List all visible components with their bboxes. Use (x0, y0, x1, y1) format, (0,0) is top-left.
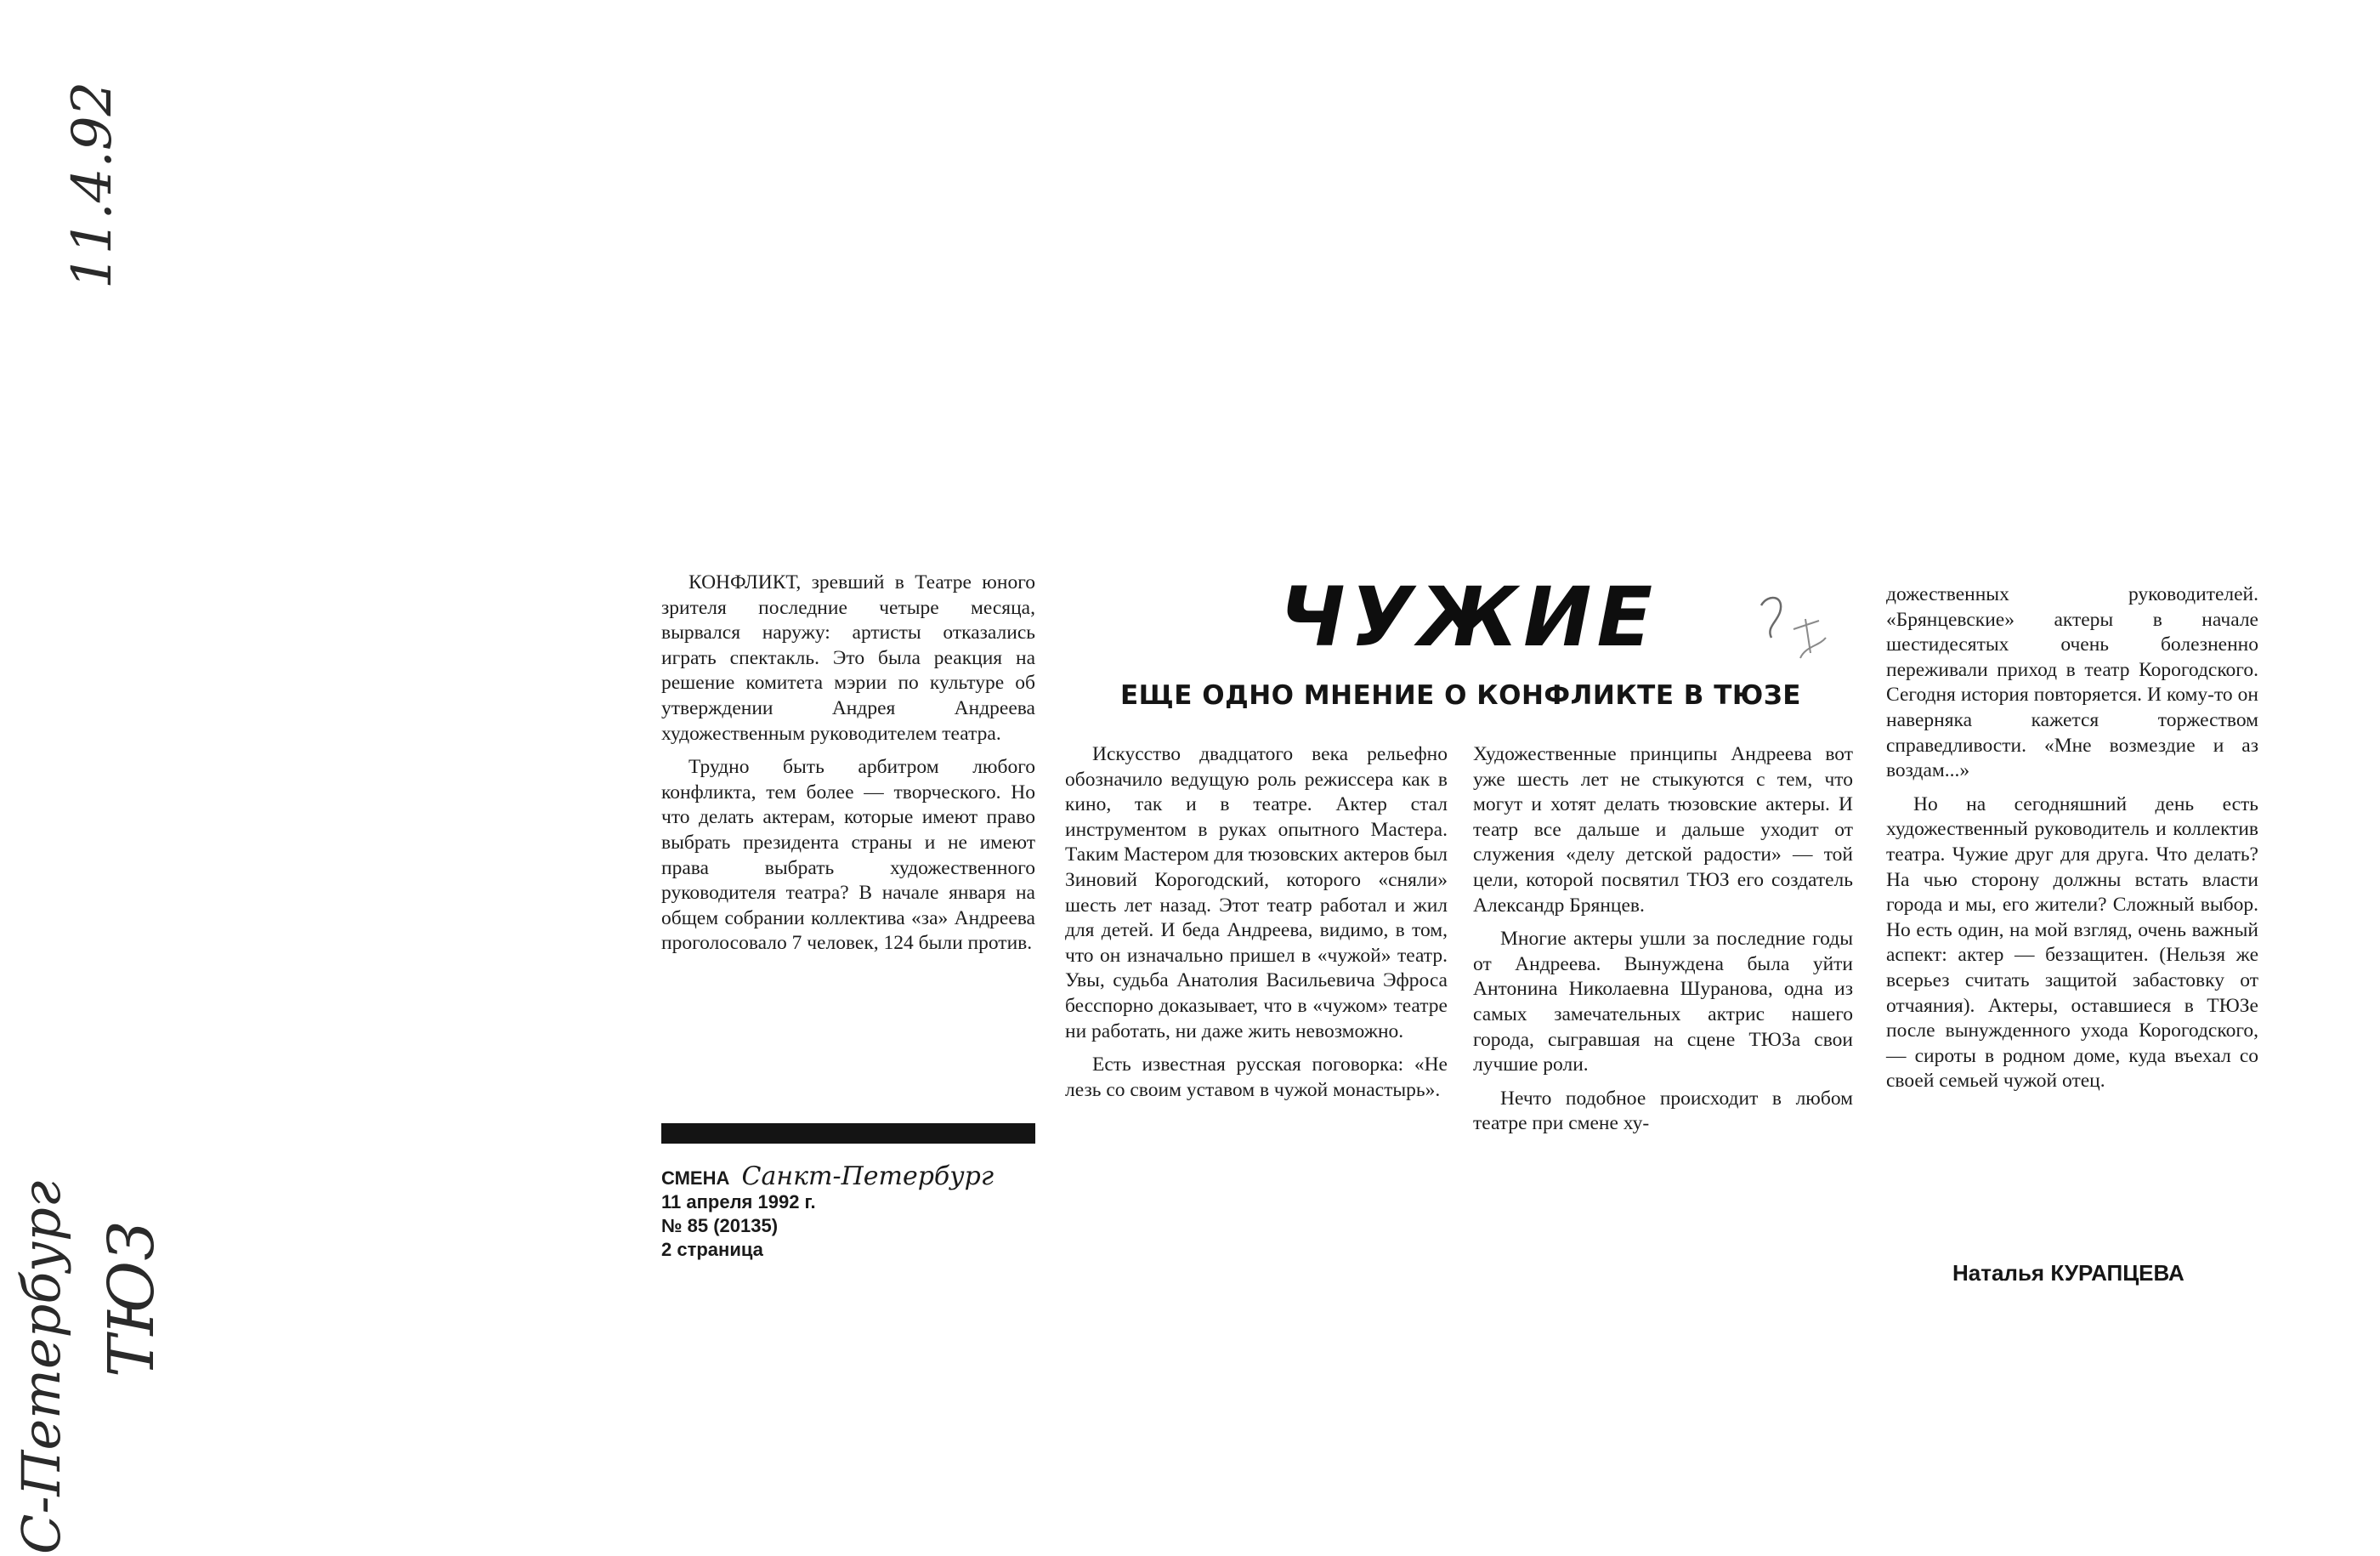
body-column-2 (1473, 742, 1853, 1145)
source-page: 2 страница (661, 1239, 763, 1260)
handwritten-date: 11.4.92 (61, 81, 124, 289)
separator-bar (661, 1123, 1035, 1144)
handwritten-source-city: Санкт-Петербург (741, 1161, 994, 1191)
intro-column (661, 571, 1035, 965)
col3-paragraph-2: Но на сегодняшний день есть художественный руководитель и коллектив театра. Чужие друг для друга. Что делать? На чью сторону должны встать власти города и мы, его жители? Сложный выбор. Но есть один, на мой взгляд, очень важный аспект: актер — беззащитен. (Нельзя же всерьез считать защитой забастовку от отчаяния). Актеры, оставшиеся в ТЮЗе после вынужденного ухода Корогодского, — сироты в родном доме, куда въехал со своей семьей чужой отец. (1886, 792, 2258, 1093)
source-date: 11 апреля 1992 г. (661, 1191, 816, 1212)
col1-paragraph-1: Искусство двадцатого века рельефно обозначило ведущую роль режиссера как в кино, так и в театре. Актер стал инструментом в руках опытного Мастера. Таким Мастером для тюзовских актеров был Зиновий Корогодский, которого «сняли» шесть лет назад. Этот театр работал и жил для детей. И беда Андреева, видимо, в том, что он изначально пришел в «чужой» театр. Увы, судьба Анатолия Васильевича Эфроса бесспорно доказывает, что в «чужом» театре ни работать, ни даже жить невозможно. (1065, 743, 1448, 1042)
article-subheadline: ЕЩЕ ОДНО МНЕНИЕ О КОНФЛИКТЕ В ТЮЗЕ (1120, 680, 1801, 711)
body-column-1 (1065, 742, 1448, 1111)
body-column-3 (1886, 582, 2258, 1103)
col3-paragraph-1: дожественных руководителей. «Брянцевские» актеры в начале шестидесятых очень болезненно переживали приход в театр Корогодского. Сегодня история повторяется. И кому-то он наверняка кажется торжеством справедливости. «Мне возмездие и аз воздам...» (1886, 583, 2258, 782)
pencil-mark-icon (1751, 587, 1844, 680)
col2-paragraph-2: Многие актеры ушли за последние годы от Андреева. Вынуждена была уйти Антонина Николаевна Шуранова, одна из самых замечательных актрис нашего города, сыгравшая на сцене ТЮЗа свои лучшие роли. (1473, 928, 1853, 1076)
col2-paragraph-3: Нечто подобное происходит в любом театре при смене ху- (1473, 1087, 1853, 1135)
source-info (661, 1161, 994, 1262)
article-author: Наталья КУРАПЦЕВА (1952, 1260, 2184, 1286)
source-paper: СМЕНА (661, 1167, 730, 1189)
col1-paragraph-2: Есть известная русская поговорка: «Не лезь со своим уставом в чужой монастырь». (1065, 1053, 1448, 1101)
source-line-1 (661, 1161, 994, 1191)
intro-paragraph-2: Трудно быть арбитром любого конфликта, тем более — творческого. Но что делать актерам, которые имеют право выбрать президента страны и не имеют права выбрать художественного руководителя театра? В начале января на общем собрании коллектива «за» Андреева проголосовало 7 человек, 124 были против. (661, 756, 1035, 955)
article-headline: ЧУЖИЕ (1279, 570, 1658, 665)
handwritten-city: С-Петербург (10, 1180, 72, 1554)
source-issue: № 85 (20135) (661, 1215, 779, 1236)
handwritten-topic: ТЮЗ (95, 1221, 168, 1377)
col2-paragraph-1: Художественные принципы Андреева вот уже шесть лет не стыкуются с тем, что могут и хотят делать тюзовские актеры. И театр все дальше и дальше уходит от служения «делу детской радости» — той цели, которой посвятил ТЮЗ его создатель Александр Брянцев. (1473, 743, 1853, 917)
intro-paragraph-1: КОНФЛИКТ, зревший в Театре юного зрителя последние четыре месяца, вырвался наружу: артисты отказались играть спектакль. Это была реакция на решение комитета мэрии по культуре об утверждении Андрея Андреева художественным руководителем театра. (661, 571, 1035, 745)
